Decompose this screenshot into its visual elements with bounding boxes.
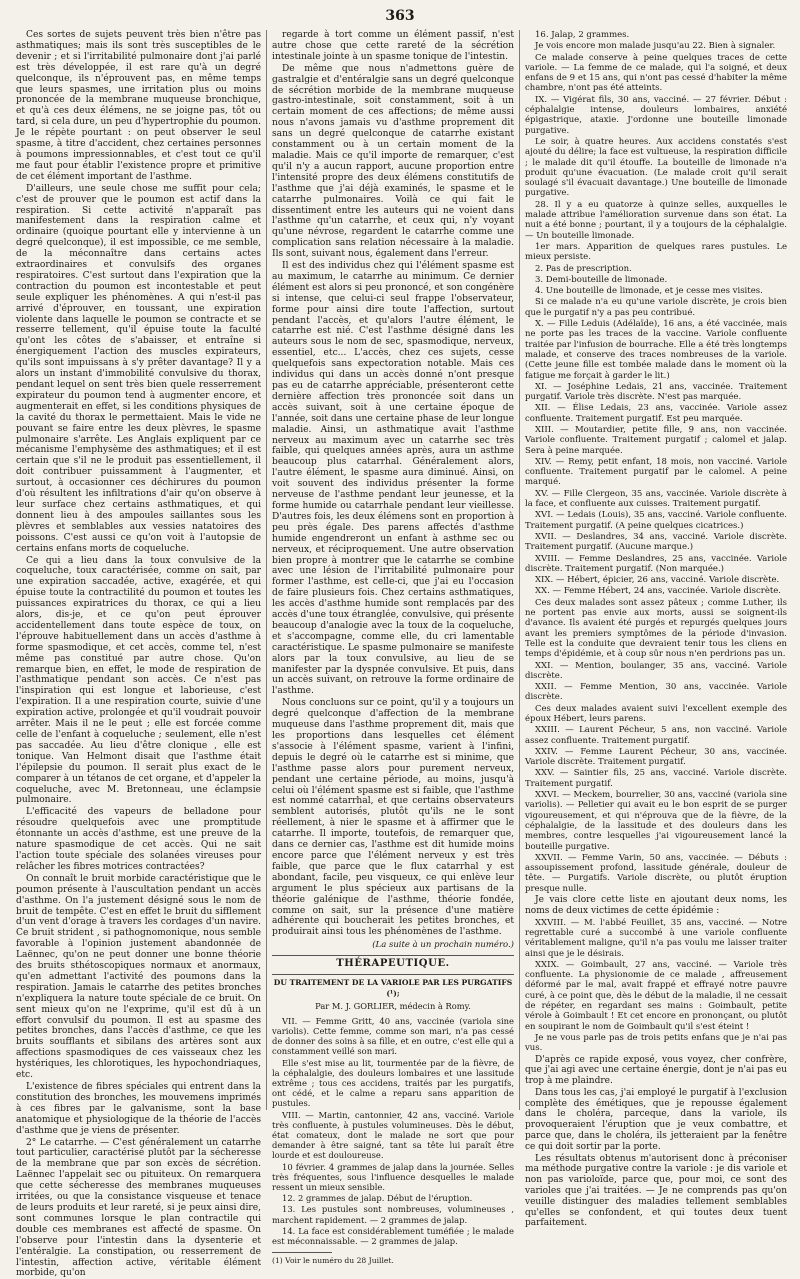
observation: Ces deux malades avaient suivi l'excellent exemple des époux Hébert, leurs parens. bbox=[525, 703, 787, 724]
section-title: THÉRAPEUTIQUE. bbox=[336, 958, 450, 970]
paragraph: Il est des individus chez qui l'élément spasme est au maximum, le catarrhe au minimum. Ce dernier élément est alors si peu prononcé, et son congénère si intense, que celui-ci seul frappe l'observateur, forme pour ainsi dire toute l'affection, surtout pendant l'accès, et qu'alors l'autre élément, le catarrhe est nié. C'est l'asthme désigné dans les auteurs sous le nom de sec, spasmodique, nerveux, essentiel, etc... L'accès, chez ces sujets, cesse quelquefois sans expectoration notable. Mais ces individus qui dans un accès donné n'ont presque pas eu de catarrhe appréciable, présenteront cette dernière affection très prononcée soit dans un accès suivant, soit à une certaine époque de l'année, soit dans une certaine phase de leur longue maladie. Ainsi, un asthmatique avait l'asthme nerveux au maximum avec un catarrhe sec très faible, qui quelques années après, aura un asthme beaucoup plus catarrhal. Généralement alors, l'autre élément, le spasme aura diminué. Ainsi, on voit souvent des individus présenter la forme nerveuse de l'asthme pendant leur jeunesse, et la forme humide ou catarrhale pendant leur vieillesse. D'autres fois, les deux élémens sont en proportion à peu près égale. Des parens affectés d'asthme humide engendreront un enfant à asthme sec ou nerveux, et réciproquement. Une autre observation bien propre à montrer que le catarrhe se combine avec une lésion de l'irritabilité pulmonaire pour former l'asthme, est celle-ci, que j'ai eu l'occasion de faire plusieurs fois. Chez certains asthmatiques, les accès d'asthme humide sont remplacés par des accès d'une toux étranglée, convulsive, qui présente beaucoup d'analogie avec la toux de la coqueluche, et s'accompagne, comme elle, du cri lamentable caractéristique. Le spasme pulmonaire se manifeste alors par la toux convulsive, au lieu de se manifester par la dyspnée convulsive. Et puis, dans un accès suivant, on retrouve la forme ordinaire de l'asthme. bbox=[272, 261, 514, 697]
observation: XX. — Femme Hébert, 24 ans, vaccinée. Variole discrète. bbox=[535, 586, 781, 597]
observation: VIII. — Martin, cantonnier, 42 ans, vacciné. Variole très confluente, à pustules volumineuses. Dès le début, état comateux, dont le malade ne sort que pour demander à être saigné, tant sa tête lui paraît être lourde et est douloureuse. bbox=[272, 1109, 514, 1161]
column-divider bbox=[519, 30, 520, 1110]
observation: XXVII. — Femme Varin, 50 ans, vaccinée. — Débuts : assoupissement profond, lassitude générale, douleur de tête. — Purgatifs. Variole discrète, ou plutôt éruption presque nulle. bbox=[525, 852, 787, 894]
observation: XXVI. — Meckem, bourrelier, 30 ans, vacciné (variola sine variolis). — Pelletier qui avait eu le bon esprit de se purger vigoureusement, et qui n'éprouva que de la fièvre, de la céphalalgie, de la lassitude et des douleurs dans les membres, contre lesquelles j'ai vigoureusement lancé la bouteille purgative. bbox=[525, 790, 787, 852]
observation: IX. — Vigérat fils, 30 ans, vacciné. — 27 février. Début : céphalalgie intense, douleurs lombaires, anxiété épigastrique, ataxie. J'ordonne une bouteille limonade purgative. bbox=[525, 94, 787, 136]
observation: XIX. — Hébert, épicier, 26 ans, vacciné. Variole discrète. bbox=[535, 575, 780, 586]
column-right bbox=[525, 30, 787, 1229]
observation: 10 février. 4 grammes de jalap dans la journée. Selles très fréquentes, sous l'influence desquelles le malade ressent un mieux sensible. bbox=[272, 1161, 514, 1192]
article-author: Par M. J. GORLIER, médecin à Romy. bbox=[315, 1000, 471, 1011]
paragraph: L'efficacité des vapeurs de belladone pour résoudre quelquefois avec une promptitude étonnante un accès d'asthme, est une preuve de la nature spasmodique de cet accès. Qui ne sait l'action toute spéciale des solanées vireuses pour relâcher les fibres motrices contractées? bbox=[16, 807, 261, 872]
observation: 12. 2 grammes de jalap. Début de l'éruption. bbox=[282, 1193, 473, 1204]
observation: 28. Il y a eu quatorze à quinze selles, auxquelles le malade attribue l'amélioration survenue dans son état. La nuit a été bonne ; pourtant, il y a toujours de la céphalalgie. — Un bouteille limonade. bbox=[525, 199, 787, 241]
paragraph: Je vais clore cette liste en ajoutant deux noms, les noms de deux victimes de cette épidémie : bbox=[525, 895, 787, 916]
observation: XXIX. — Goimbault, 27 ans, vacciné. — Variole très confluente. La physionomie de ce malade , affreusement déformé par le mal, avait frappé et effrayé notre pauvre curé, à ce point que, dès le début de la maladie, il ne cessait de répéter, en regardant ses mains : Goimbault, petite vérole à Goimbault ! Et cet encore en prononçant, ou plutôt en soupirant le nom de Goimbault qu'il s'est éteint ! bbox=[525, 959, 787, 1032]
section-rule bbox=[272, 974, 514, 975]
observation: Si ce malade n'a eu qu'une variole discrète, je crois bien que le purgatif n'y a pas peu contribué. bbox=[525, 297, 787, 318]
observation: XVI. — Ledais (Louis), 35 ans, vacciné. Variole confluente. Traitement purgatif. (A peine quelques cicatrices.) bbox=[525, 510, 787, 531]
observation: Elle s'est mise au lit, tourmentée par de la fièvre, de la céphalalgie, des douleurs lombaires et une lassitude extrême ; tous ces accidens, traités par les purgatifs, ont cédé, et le calme a reparu sans apparition de pustules. bbox=[272, 1057, 514, 1109]
paragraph: regarde à tort comme un élément passif, n'est autre chose que cette rareté de la sécrétion intestinale jointe à un spasme tonique de l'intestin. bbox=[272, 30, 514, 62]
observation: Je vois encore mon malade jusqu'au 22. Bien à signaler. bbox=[535, 41, 776, 52]
observation: 13. Les pustules sont nombreuses, volumineuses , marchent rapidement. — 2 grammes de jalap. bbox=[272, 1204, 514, 1225]
page-number: 363 bbox=[385, 8, 415, 24]
observation: XII. — Élise Ledais, 23 ans, vaccinée. Variole assez confluente. Traitement purgatif. Est peu marquée. bbox=[525, 403, 787, 424]
column-divider bbox=[266, 30, 267, 1110]
observation: 16. Jalap, 2 grammes. bbox=[535, 30, 630, 40]
paragraph: Les résultats obtenus m'autorisent donc à préconiser ma méthode purgative contre la variole : je dis variole et non pas varioloïde, parce que, pour moi, ce sont des varioles que j'ai traitées. — Je ne comprends pas qu'on veuille distinguer des maladies tellement semblables qu'elles se confondent, et qui toutes deux tuent parfaitement. bbox=[525, 1153, 787, 1229]
continued-note: (La suite à un prochain numéro.) bbox=[372, 940, 514, 951]
observation: XXIII. — Laurent Pécheur, 5 ans, non vacciné. Variole assez confluente. Traitement purgatif. bbox=[525, 725, 787, 746]
observation: 14. La face est considérablement tuméfiée ; le malade est méconnaissable. — 2 grammes de jalap. bbox=[272, 1225, 514, 1247]
observation: XXI. — Mention, boulanger, 35 ans, vacciné. Variole discrète. bbox=[525, 660, 787, 681]
observation: 1er mars. Apparition de quelques rares pustules. Le mieux persiste. bbox=[525, 241, 787, 263]
observation: XI. — Joséphine Ledais, 21 ans, vaccinée. Traitement purgatif. Variole très discrète. N'est pas marquée. bbox=[525, 381, 787, 403]
observation: XXII. — Femme Mention, 30 ans, vaccinée. Variole discrète. bbox=[525, 682, 787, 703]
paragraph: 2° Le catarrhe. — C'est généralement un catarrhe tout particulier, caractérisé plutôt par la sécheresse de la membrane que par son excès de sécrétion. Laënnec l'appelait sec ou pituiteux. On remarquera que cette sécheresse des membranes muqueuses irritées, ou que la consistance visqueuse et tenace de leurs produits et leur rareté, si je peux ainsi dire, sont communes lorsque le plan contractile qui double ces membranes est affecté de spasme. On l'observe pour l'intestin dans la dysenterie et l'entéralgie. La constipation, ou resserrement de l'intestin, affection active, véritable élément morbide, qu'on bbox=[16, 1137, 261, 1279]
paragraph: L'existence de fibres spéciales qui entrent dans la constitution des bronches, les mouvemens imprimés à ces fibres par le galvanisme, sont la base anatomique et physiologique de la théorie de l'accès d'asthme que je viens de présenter. bbox=[16, 1082, 261, 1136]
observation: 4. Une bouteille de limonade, et je cesse mes visites. bbox=[535, 286, 763, 297]
paragraph: D'ailleurs, une seule chose me suffit pour cela; c'est de prouver que le poumon est actif dans la respiration. Si cette activité n'apparaît pas manifestement dans la respiration calme et ordinaire (quoique pourtant elle y intervienne à un degré quelconque), il est impossible, ce me semble, de la méconnaître dans certains actes extraordinaires et convulsifs des organes respiratoires. C'est surtout dans l'expiration que la contraction du poumon est incontestable et peut seule expliquer les phénomènes. A qui n'est-il pas arrivé d'éprouver, en toussant, une expiration violente dans laquelle le poumon se contracte et se resserre tellement, qu'il épuise toute la faculté qu'ont les côtes de s'abaisser, et entraîne si énergiquement l'action des muscles expirateurs, qu'ils sont impuissans à s'y prêter davantage? Il y a alors un instant d'immobilité convulsive du thorax, pendant lequel on sent très bien quele resserrement expirateur du poumon tend à augmenter encore, et augmenterait en effet, si les conditions physiques de la cavité du thorax le permettaient. Mais le vide ne pouvant se faire entre les deux plèvres, le spasme pulmonaire s'arrête. Les Anglais expliquent par ce mécanisme l'emphysème des asthmatiques; et il est certain que s'il ne le produit pas essentiellement, il doit contribuer puissamment à l'augmenter, et surtout, à occasionner ces déchirures du poumon d'où résultent les infiltrations d'air qu'on observe à leur surface chez certains asthmatiques, et qui donnent lieu à des ampoules saillantes sous les plèvres et semblables aux vessies natatoires des poissons. C'est aussi ce qu'on voit à l'autopsie de certains enfans morts de coqueluche. bbox=[16, 183, 261, 554]
paragraph: Nous concluons sur ce point, qu'il y a toujours un degré quelconque d'affection de la membrane muqueuse dans l'asthme proprement dit, mais que les proportions dans lesquelles cet élément s'associe à l'élément spasme, varient à l'infini, depuis le degré où le catarrhe est si minime, que l'asthme passe alors pour purement nerveux, pendant une certaine période, au moins, jusqu'à celui où l'élément spasme est si faible, que l'asthme est nommé catarrhal, et que certains observateurs semblent autorisés, plutôt qu'ils ne le sont réellement, à nier le spasme et à affirmer que le catarrhe. Il importe, toutefois, de remarquer que, dans ce dernier cas, l'asthme est dit humide moins encore parce que l'élément nerveux y est très faible, que parce que le flux catarrhal y est abondant, facile, peu visqueux, ce qui enlève leur argument le plus spécieux aux partisans de la théorie galénique de l'asthme, théorie fondée, comme on sait, sur la présence d'une matière adhérente qui boucherait les petites bronches, et produirait ainsi tous les phénomènes de l'asthme. bbox=[272, 698, 514, 938]
paragraph: Ce qui a lieu dans la toux convulsive de la coqueluche, toux caractérisée, comme on sait, par une expiration saccadée, active, exagérée, et qui épuise toute la contractilité du poumon et toutes les puissances expiratrices du thorax, ce qui a lieu alors, dis-je, et ce qu'on peut éprouver accidentellement dans toute espèce de toux, on l'éprouve habituellement dans un accès d'asthme à forme spasmodique, et cet accès, comme tel, n'est même pas constitué par autre chose. Qu'on remarque bien, en effet, le mode de respiration de l'asthmatique pendant son accès. Ce n'est pas l'inspiration qui est longue et laborieuse, c'est l'expiration. Il a une respiration courte, suivie d'une expiration active, prolongée et qu'il voudrait pouvoir arrêter. Mais il ne le peut ; elle est forcée comme celle de l'enfant à coqueluche ; seulement, elle n'est pas saccadée. Au lieu d'être clonique , elle est tonique. Van Helmont disait que l'asthme était l'épilepsie du poumon. Il serait plus exact de le comparer à un tétanos de cet organe, et d'appeler la coqueluche, avec M. Bretonneau, une éclampsie pulmonaire. bbox=[16, 555, 261, 806]
observation: XXIV. — Femme Laurent Pécheur, 30 ans, vaccinée. Variole discrète. Traitement purgatif. bbox=[525, 746, 787, 768]
observation: VII. — Femme Gritt, 40 ans, vaccinée (variola sine variolis). Cette femme, comme son mari, n'a pas cessé de donner des soins à sa fille, et en outre, c'est elle qui a constamment veillé son mari. bbox=[272, 1015, 514, 1057]
observation: 3. Demi-bouteille de limonade. bbox=[535, 274, 668, 285]
article-title: DU TRAITEMENT DE LA VARIOLE PAR LES PURGATIFS (¹); bbox=[273, 978, 513, 998]
observation: 2. Pas de prescription. bbox=[535, 263, 632, 274]
observation: X. — Fille Leduis (Adélaïde), 16 ans, a été vaccinée, mais ne porte pas les traces de la vaccine. Variole confluente traitée par l'infusion de bourrache. Elle a été très longtemps malade, et conserve des traces nombreuses de la variole. (Cette jeune fille est tombée malade dans le moment où la fatigue me forçait à garder le lit.) bbox=[525, 319, 787, 381]
paragraph: De même que nous n'admettons guère de gastralgie et d'entéralgie sans un degré quelconque de sécrétion morbide de la membrane muqueuse gastro-intestinale, soit constamment, soit à un certain moment de ces affections; de même aussi nous n'avons jamais vu d'asthme proprement dit sans un degré quelconque de catarrhe existant constamment ou à un certain moment de la maladie. Mais ce qu'il importe de remarquer, c'est qu'il n'y a aucun rapport, aucune proportion entre l'intensité propre des deux élémens constitutifs de l'asthme que j'ai déjà examinés, le spasme et le catarrhe pulmonaires. Voilà ce qui fait le dissentiment entre les auteurs qui ne voient dans l'asthme qu'un catarrhe, et ceux qui, n'y voyant qu'une névrose, regardent le catarrhe comme une complication sans relation nécessaire à la maladie. Ils sont, suivant nous, également dans l'erreur. bbox=[272, 63, 514, 260]
paragraph: On connaît le bruit morbide caractéristique que le poumon présente à l'auscultation pendant un accès d'asthme. On l'a justement désigné sous le nom de bruit de tempête. C'est en effet le bruit du sifflement d'un vent d'orage à travers les cordages d'un navire. Ce bruit strident , si pathognomonique, nous semble favorable à l'opinion justement abandonnée de Laënnec, qu'on ne peut donner une bonne théorie des bruits sthétoscopiques normaux et anormaux, qu'en admettant l'activité des poumons dans la respiration. Jamais le catarrhe des petites bronches n'expliquera la nature toute spéciale de ce bruit. On sent mieux qu'on ne l'exprime, qu'il est dû à un effort convulsif du poumon. Il est au spasme des petites bronches, dans l'accès d'asthme, ce que les bruits soufflants et sibilans des artères sont aux affections spasmodiques de ces vaisseaux chez les hystériques, les chlorotiques, les hypochondriaques, etc. bbox=[16, 873, 261, 1081]
observation: XIV. — Remy, petit enfant, 18 mois, non vacciné. Variole confluente. Traitement purgatif par le calomel. A peine marqué. bbox=[525, 456, 787, 488]
observation: XIII. — Moutardier, petite fille, 9 ans, non vaccinée. Variole confluente. Traitement purgatif ; calomel et jalap. Sera à peine marquée. bbox=[525, 424, 787, 456]
observation: Je ne vous parle pas de trois petits enfans que je n'ai pas vus. bbox=[525, 1032, 787, 1054]
column-left bbox=[16, 30, 261, 1279]
observation: XV. — Fille Clergeon, 35 ans, vaccinée. Variole discrète à la face, et confluente aux cuisses. Traitement purgatif. bbox=[525, 488, 787, 510]
observation: XVII. — Deslandres, 34 ans, vacciné. Variole discrète. Traitement purgatif. (Aucune marque.) bbox=[525, 531, 787, 553]
observation: Le soir, à quatre heures. Aux accidens constatés s'est ajouté du délire; la face est vultueuse, la respiration difficile ; le malade dit qu'il étouffe. La bouteille de limonade n'a produit qu'une évacuation. (Le malade croit qu'il serait soulagé s'il évacuait davantage.) Une bouteille de limonade purgative. bbox=[525, 136, 787, 199]
observation: XXVIII. — M. l'abbé Feuillet, 35 ans, vacciné. — Notre regrettable curé a succombé à une variole confluente véritablement maligne, qu'il n'a pas voulu me laisser traiter ainsi que je le désirais. bbox=[525, 917, 787, 959]
observation: Ce malade conserve à peine quelques traces de cette variole. — La femme de ce malade, qui l'a soigné, et deux enfans de 9 et 15 ans, qui n'ont pas cessé d'habiter la même chambre, n'ont pas été atteints. bbox=[525, 52, 787, 94]
paragraph: D'après ce rapide exposé, vous voyez, cher confrère, que j'ai agi avec une certaine énergie, dont je n'ai pas eu trop à me plaindre. bbox=[525, 1054, 787, 1087]
observation: Ces deux malades sont assez pâteux ; comme Luther, ils ne portent pas envie aux morts, aussi se soignent-ils d'avance. Ils avaient été purgés et repurgés quelques jours avant les premiers symptômes de la période d'invasion. Telle est la conduite que devraient tenir tous les cliens en temps d'épidémie, et à coup sûr nous n'en perdrions pas un. bbox=[525, 597, 787, 660]
paragraph: Dans tous les cas, j'ai employé le purgatif à l'exclusion complète des émétiques, que je repousse également dans le choléra, parceque, dans la variole, ils provoqueraient l'éruption que je veux combattre, et parce que, dans le choléra, ils jetteraient par la fenêtre ce qui doit sortir par la porte. bbox=[525, 1087, 787, 1152]
footnote: (1) Voir le numéro du 28 Juillet. bbox=[272, 1256, 394, 1266]
paragraph: Ces sortes de sujets peuvent très bien n'être pas asthmatiques; mais ils sont très susceptibles de le devenir ; et si l'irritabilité pulmonaire dont j'ai parlé est très développée, il est rare qu'à un degré quelconque, ils n'éprouvent pas, en même temps que leurs spasmes, une irritation plus ou moins prononcée de la membrane muqueuse bronchique, et qu'à ces deux élémens, ne se joigne pas, tôt ou tard, si cela dure, un peu d'hypertrophie du poumon. Je le répète pourtant : on peut observer le seul spasme, à titre d'accident, chez certaines personnes à poumons impressionnables, et c'est tout ce qu'il me faut pour établir l'existence propre et primitive de cet élément important de l'asthme. bbox=[16, 30, 261, 182]
column-middle bbox=[272, 30, 514, 1266]
section-rule bbox=[272, 955, 514, 956]
observation: XVIII. — Femme Deslandres, 25 ans, vaccinée. Variole discrète. Traitement purgatif. (Non marquée.) bbox=[525, 553, 787, 574]
observation: XXV. — Saintier fils, 25 ans, vacciné. Variole discrète. Traitement purgatif. bbox=[525, 768, 787, 789]
footnote-rule bbox=[272, 1252, 332, 1253]
